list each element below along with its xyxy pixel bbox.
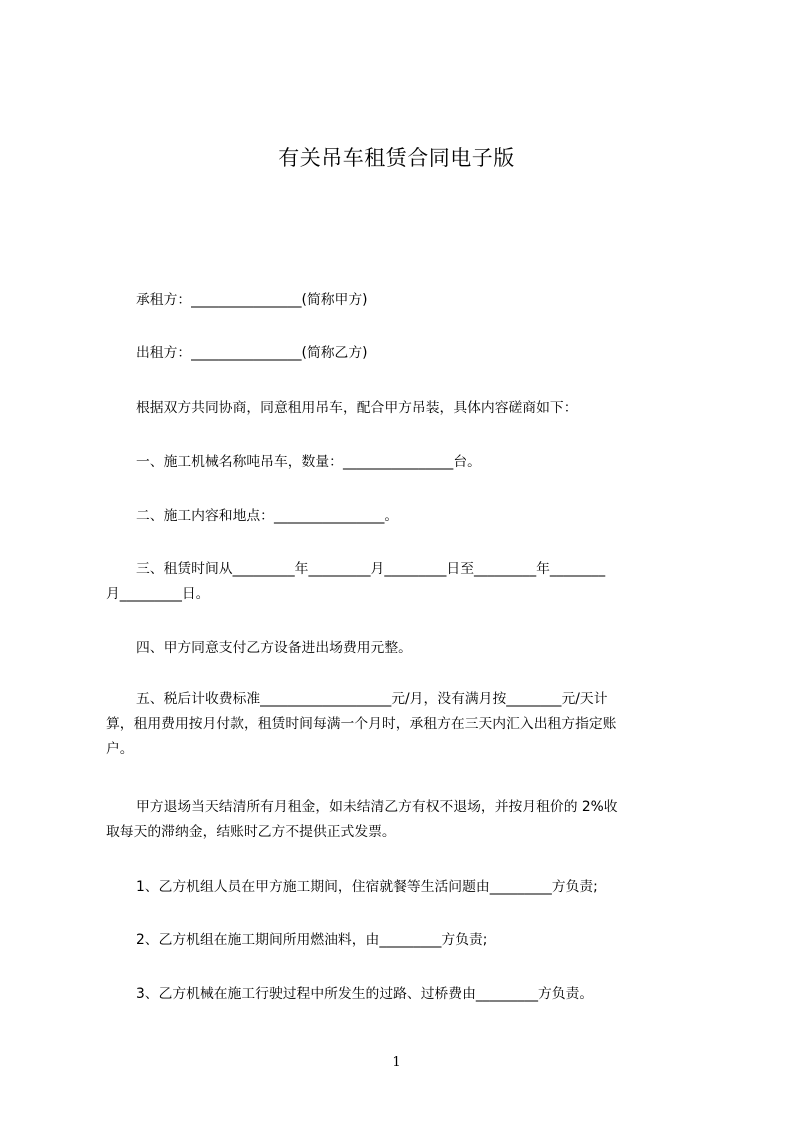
- item-1-text: 一、施工机械名称吨吊车，数量：________________台。: [136, 454, 481, 470]
- page-number: 1: [392, 1055, 401, 1070]
- item-3-paragraph: [106, 557, 702, 607]
- lessee-text: 承租方：________________(简称甲方): [136, 292, 368, 308]
- item-4-text: 四、甲方同意支付乙方设备进出场费用元整。: [136, 640, 412, 656]
- item-4-paragraph: [106, 636, 702, 661]
- clause-3-text: 3、乙方机械在施工行驶过程中所发生的过路、过桥费由_________方负责。: [136, 986, 594, 1002]
- clause-2-text: 2、乙方机组在施工期间所用燃油料，由_________方负责;: [136, 932, 488, 948]
- item-2-text: 二、施工内容和地点：________________。: [136, 508, 399, 524]
- clause-1-paragraph: [106, 875, 702, 900]
- clause-2-paragraph: [106, 928, 702, 953]
- clause-1-text: 1、乙方机组人员在甲方施工期间，住宿就餐等生活问题由_________方负责;: [136, 879, 598, 895]
- settlement-paragraph: [106, 795, 702, 845]
- clause-3-paragraph: [106, 982, 702, 1007]
- item-5-line-1: 五、税后计收费标准___________________元/月，没有满月按________元/天计: [136, 691, 608, 707]
- intro-paragraph: [106, 396, 702, 421]
- settlement-line-2: 取每天的滞纳金，结账时乙方不提供正式发票。: [106, 824, 396, 840]
- document-title: 有关吊车租赁合同电子版: [278, 146, 515, 170]
- item-5-line-2: 算，租用费用按月付款，租赁时间每满一个月时，承租方在三天内汇入出租方指定账: [106, 716, 617, 732]
- item-1-paragraph: [106, 450, 702, 475]
- intro-text: 根据双方共同协商，同意租用吊车，配合甲方吊装，具体内容磋商如下：: [136, 400, 578, 416]
- lessor-text: 出租方：________________(简称乙方): [136, 345, 368, 361]
- item-3-line-1: 三、租赁时间从_________年_________月_________日至_________年________: [136, 561, 606, 577]
- lessor-line: [106, 341, 702, 366]
- item-2-paragraph: [106, 504, 702, 529]
- item-3-line-2: 月_________日。: [106, 586, 210, 602]
- lessee-line: [106, 288, 702, 313]
- settlement-line-1: 甲方退场当天结清所有月租金，如未结清乙方有权不退场，并按月租价的 2%收: [136, 799, 618, 815]
- item-5-paragraph: [106, 687, 702, 762]
- item-5-line-3: 户。: [106, 741, 134, 757]
